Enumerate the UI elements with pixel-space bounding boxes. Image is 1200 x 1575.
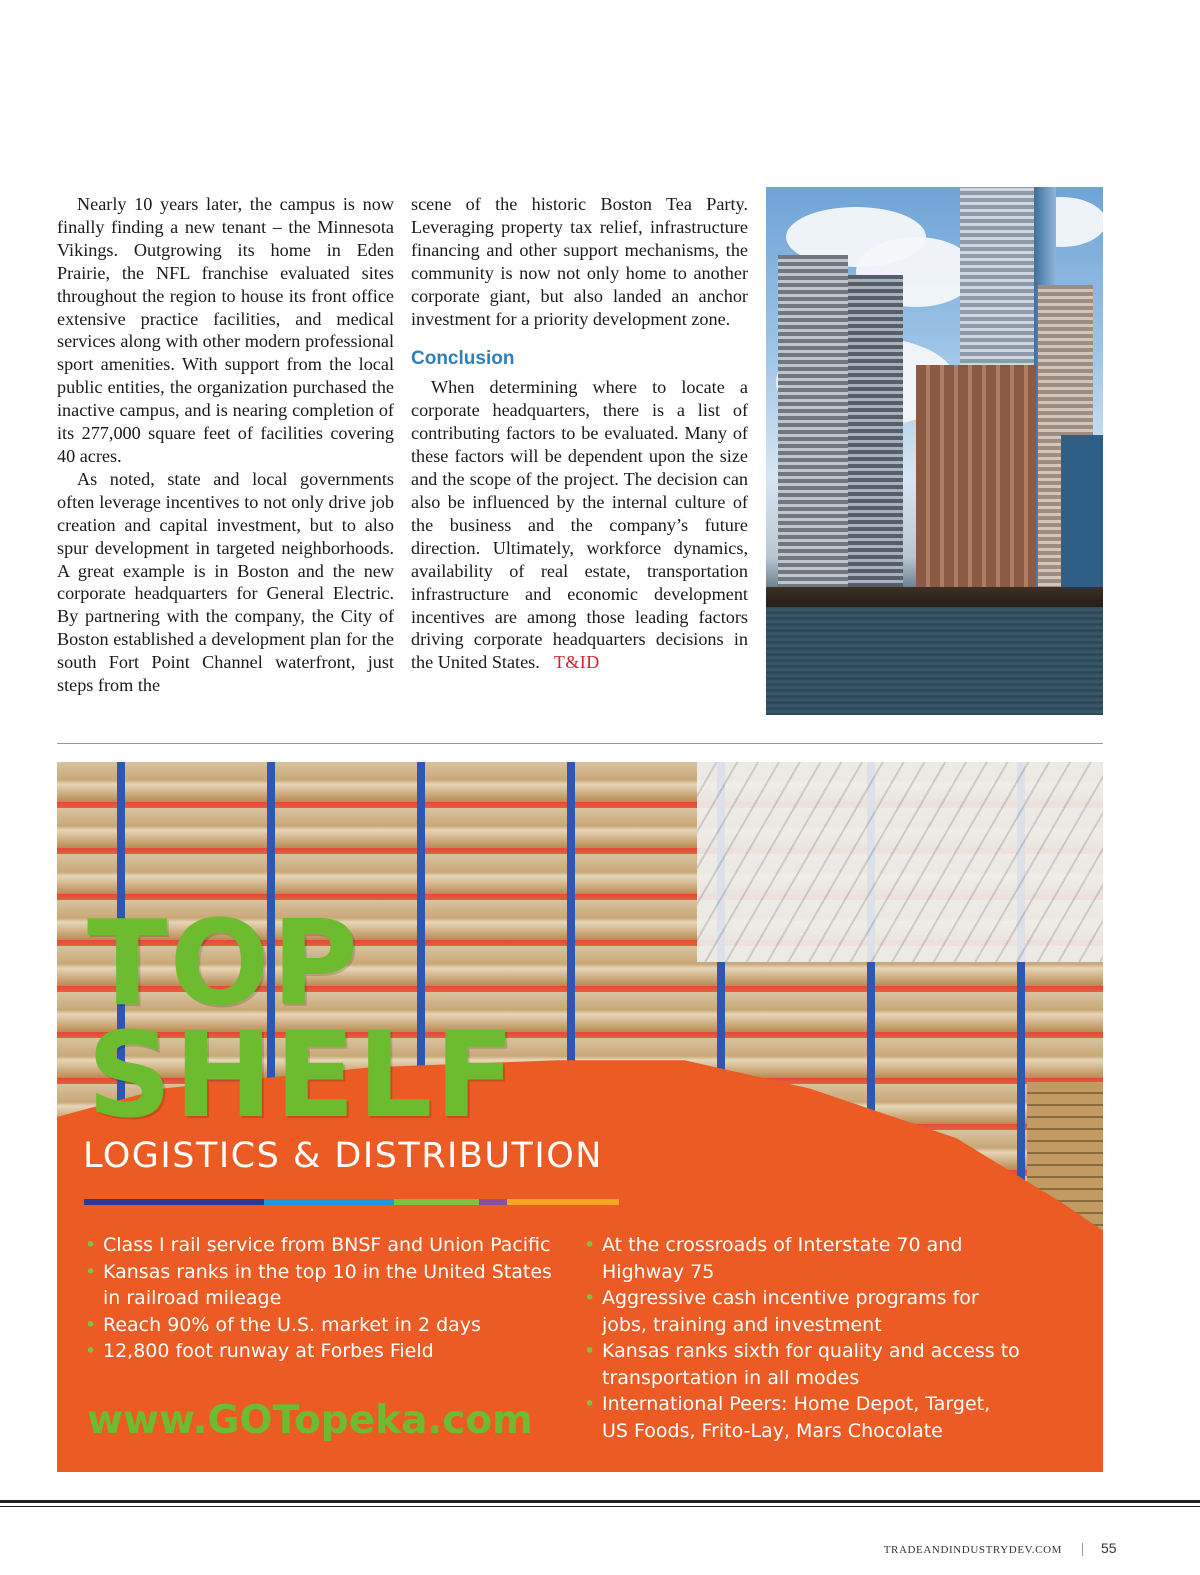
list-item: • Kansas ranks sixth for quality and access to transportation in all modes — [582, 1338, 1022, 1391]
list-item: • Class I rail service from BNSF and Union Pacific — [83, 1232, 553, 1259]
article-paragraph: As noted, state and local governments often leverage incentives to not only drive job creation and capital investment, but to also spur development in targeted neighborhoods. A great example is in Boston and the new corporate headquarters for General Electric. By partnering with the company, the City of Boston established a development plan for the south Fort Point Channel waterfront, just steps from the — [57, 468, 394, 696]
headline-top: TOP — [87, 894, 361, 1032]
article-column-middle — [411, 193, 748, 674]
list-item: • International Peers: Home Depot, Target, US Foods, Frito-Lay, Mars Chocolate — [582, 1391, 1022, 1444]
footer-rule — [0, 1500, 1200, 1503]
ad-bullets-left — [83, 1232, 553, 1365]
article-paragraph: Nearly 10 years later, the campus is now finally finding a new tenant – the Minnesota Vikings. Outgrowing its home in Eden Prairie, the NFL franchise evaluated sites throughout the region to house its front office extensive practice facilities, and medical services along with other modern professional sport amenities. With support from the local public entities, the organization purchased the inactive campus, and is nearing completion of its 277,000 square feet of facilities covering 40 acres. — [57, 194, 394, 466]
ad-url-link[interactable]: www.GOTopeka.com — [87, 1398, 533, 1443]
page-number: 55 — [1101, 1540, 1117, 1556]
paragraph-text: When determining where to locate a corporate headquarters, there is a list of contributing factors to be evaluated. Many of these factors will be dependent upon the size and the scope of the project. The decision can also be influenced by the internal culture of the business and the company’s future direction. Ultimately, workforce dynamics, availability of real estate, transportation infrastructure and economic development incentives are among those leading factors driving corporate headquarters decisions in the United States. — [411, 377, 748, 673]
boston-skyline-photo — [766, 187, 1103, 715]
color-bar — [84, 1199, 619, 1205]
list-item: • Aggressive cash incentive programs for jobs, training and investment — [582, 1285, 1022, 1338]
footer-website: TRADEANDINDUSTRYDEV.COM — [883, 1544, 1062, 1556]
list-item: • Reach 90% of the U.S. market in 2 days — [83, 1312, 553, 1339]
list-item: • 12,800 foot runway at Forbes Field — [83, 1338, 553, 1365]
article-paragraph — [411, 376, 748, 674]
article-column-left — [57, 193, 394, 697]
warehouse-ceiling — [697, 762, 1103, 962]
end-mark-logo: T&ID — [553, 652, 600, 673]
list-item: • Kansas ranks in the top 10 in the United States in railroad mileage — [83, 1259, 553, 1312]
ad-subheadline: LOGISTICS & DISTRIBUTION — [83, 1136, 603, 1176]
gotopeka-advertisement — [57, 762, 1103, 1472]
ad-headline — [87, 894, 518, 1144]
section-heading: Conclusion — [411, 348, 515, 370]
list-item: • At the crossroads of Interstate 70 and Highway 75 — [582, 1232, 1022, 1285]
footer-rule-thin — [0, 1506, 1200, 1507]
headline-shelf: SHELF — [87, 1006, 518, 1144]
footer-separator — [1082, 1543, 1083, 1556]
article-paragraph: scene of the historic Boston Tea Party. Leveraging property tax relief, infrastructure financing and other support mechanisms, the community is now not only home to another corporate giant, but also landed an anchor investment for a priority development zone. — [411, 194, 748, 329]
section-divider — [57, 743, 1103, 744]
ad-bullets-right — [582, 1232, 1022, 1444]
